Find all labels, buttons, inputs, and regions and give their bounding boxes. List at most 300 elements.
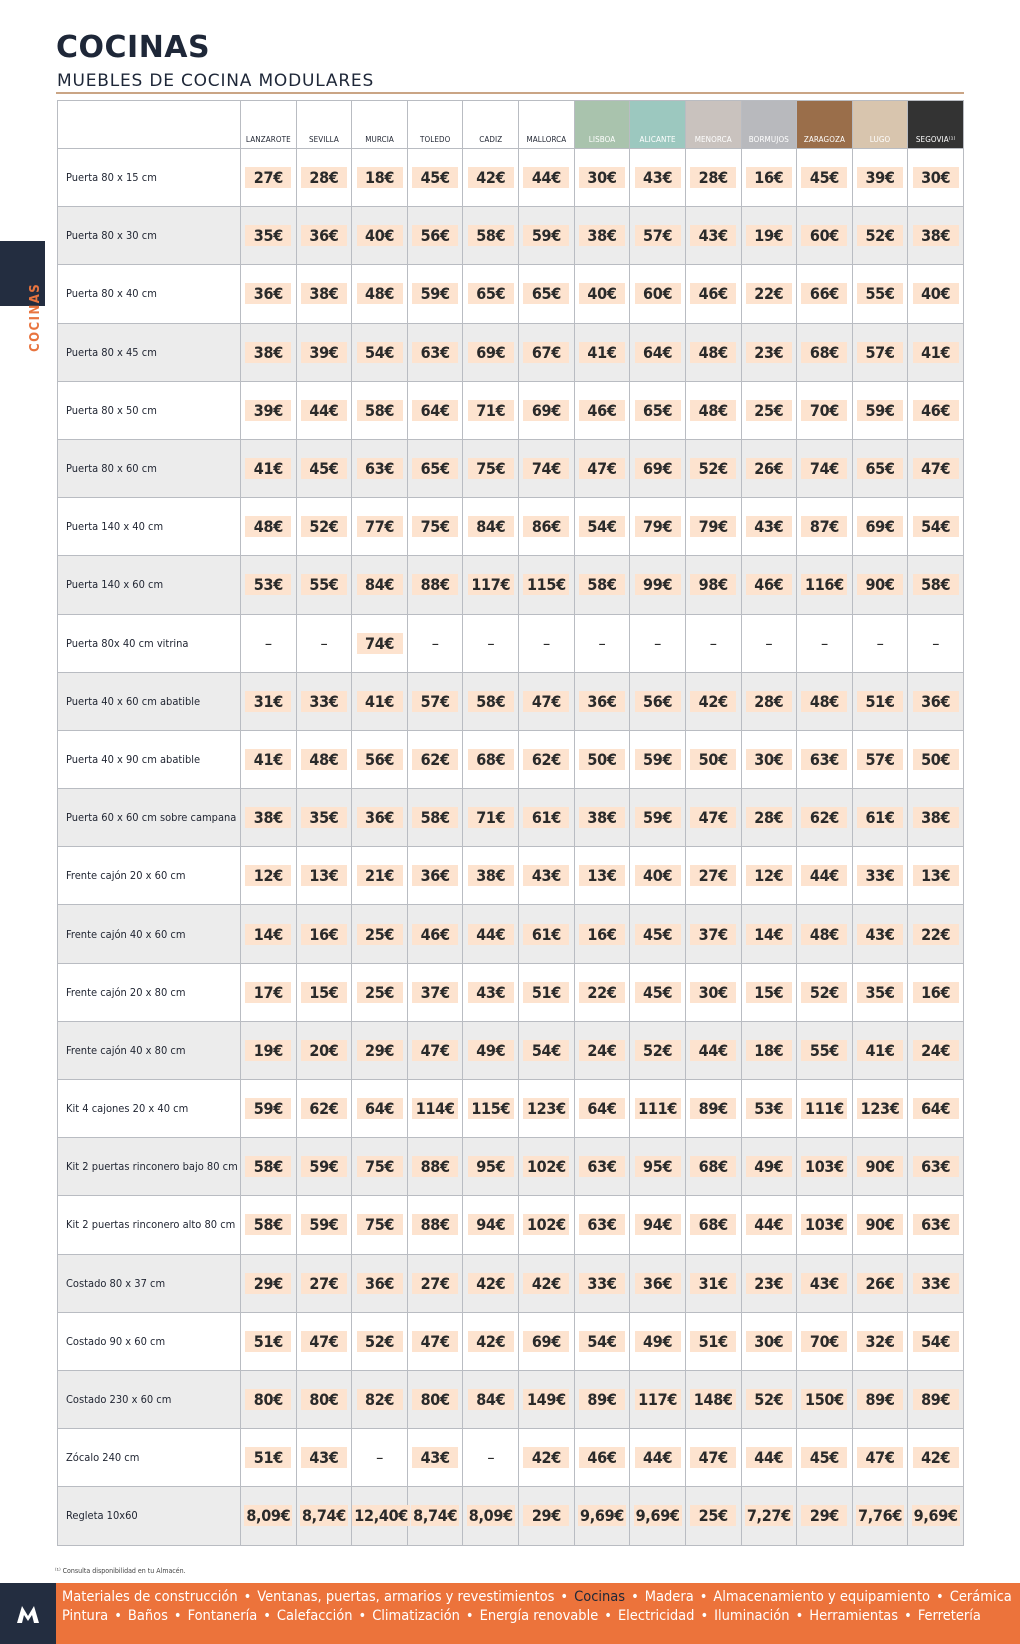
price-value: 29€: [523, 1505, 569, 1526]
price-cell: [741, 498, 797, 556]
price-value: 52€: [635, 1040, 681, 1061]
price-cell: [352, 1080, 408, 1138]
price-value: 94€: [635, 1214, 681, 1235]
price-cell: [574, 1312, 630, 1370]
price-cell: [574, 789, 630, 847]
table-row: [58, 1196, 964, 1254]
footer-link-pintura[interactable]: Pintura: [62, 1608, 109, 1624]
price-value: 99€: [635, 574, 681, 595]
price-cell: [741, 556, 797, 614]
price-value: –: [932, 633, 940, 653]
price-value: 47€: [412, 1331, 458, 1352]
price-value: 44€: [635, 1447, 681, 1468]
footer-link-iluminacion[interactable]: Iluminación: [714, 1608, 790, 1624]
table-header-corner: [58, 101, 241, 149]
price-cell: [630, 323, 686, 381]
price-value: 8,09€: [468, 1506, 513, 1526]
price-value: 12€: [746, 865, 792, 886]
price-cell: [630, 1312, 686, 1370]
price-value: 28€: [301, 167, 347, 188]
footer-link-ferreteria[interactable]: Ferretería: [917, 1608, 981, 1624]
price-value: 45€: [635, 982, 681, 1003]
footer-link-ventanas-puertas-armarios-y-revestimientos[interactable]: Ventanas, puertas, armarios y revestimientos: [257, 1589, 555, 1605]
price-value: 61€: [523, 924, 569, 945]
price-cell: [797, 963, 853, 1021]
price-value: 49€: [635, 1331, 681, 1352]
price-cell: [685, 1429, 741, 1487]
price-cell: [296, 323, 352, 381]
price-cell: [797, 323, 853, 381]
price-cell: [741, 614, 797, 672]
price-cell: [908, 789, 964, 847]
price-value: 74€: [357, 633, 403, 654]
price-cell: [519, 439, 575, 497]
price-value: 53€: [245, 574, 291, 595]
price-value: 95€: [635, 1156, 681, 1177]
row-label: Puerta 80 x 40 cm: [58, 265, 241, 323]
price-cell: [852, 1312, 908, 1370]
price-cell: [241, 672, 297, 730]
price-value: 54€: [913, 1331, 959, 1352]
price-cell: [685, 963, 741, 1021]
price-value: 57€: [857, 749, 903, 770]
footer-link-herramientas[interactable]: Herramientas: [809, 1608, 899, 1624]
price-cell: [908, 149, 964, 207]
price-cell: [241, 323, 297, 381]
footer-link-ceramica[interactable]: Cerámica: [949, 1589, 1012, 1605]
price-cell: [908, 1080, 964, 1138]
price-cell: [685, 1080, 741, 1138]
price-value: 123€: [523, 1098, 569, 1119]
price-cell: [519, 847, 575, 905]
price-cell: [241, 963, 297, 1021]
price-cell: [241, 1370, 297, 1428]
price-cell: [685, 498, 741, 556]
price-value: 63€: [801, 749, 847, 770]
price-value: 70€: [801, 1331, 847, 1352]
price-value: 47€: [301, 1331, 347, 1352]
price-cell: [908, 1196, 964, 1254]
price-cell: [574, 905, 630, 963]
table-row: [58, 556, 964, 614]
price-value: 88€: [412, 574, 458, 595]
price-cell: [574, 207, 630, 265]
price-cell: [574, 1487, 630, 1545]
price-cell: [852, 614, 908, 672]
column-header-menorca: MENORCA: [685, 101, 741, 149]
price-cell: [908, 730, 964, 788]
price-value: 42€: [468, 167, 514, 188]
price-value: 36€: [245, 283, 291, 304]
footer-link-cocinas[interactable]: Cocinas: [574, 1589, 626, 1605]
price-value: 55€: [801, 1040, 847, 1061]
price-value: 43€: [301, 1447, 347, 1468]
price-cell: [352, 1254, 408, 1312]
price-value: 102€: [523, 1156, 569, 1177]
price-value: 68€: [801, 342, 847, 363]
price-value: 58€: [245, 1156, 291, 1177]
price-value: 71€: [468, 807, 514, 828]
price-cell: [519, 963, 575, 1021]
row-label: Kit 2 puertas rinconero bajo 80 cm: [58, 1138, 241, 1196]
price-cell: [574, 1138, 630, 1196]
price-cell: [852, 1138, 908, 1196]
price-cell: [463, 1254, 519, 1312]
price-value: 47€: [579, 458, 625, 479]
footer-link-madera[interactable]: Madera: [644, 1589, 694, 1605]
price-cell: [519, 614, 575, 672]
price-value: –: [376, 1448, 384, 1468]
row-label: Puerta 60 x 60 cm sobre campana: [58, 789, 241, 847]
price-cell: [352, 1021, 408, 1079]
price-cell: [519, 905, 575, 963]
footer-links-line-1: [62, 1588, 1012, 1607]
price-value: 16€: [746, 167, 792, 188]
price-value: 57€: [635, 225, 681, 246]
price-value: 15€: [746, 982, 792, 1003]
price-cell: [463, 1312, 519, 1370]
price-cell: [407, 730, 463, 788]
price-cell: [574, 556, 630, 614]
column-header-alicante: ALICANTE: [630, 101, 686, 149]
footer-link-materiales-de-construccion[interactable]: Materiales de construcción: [62, 1589, 238, 1605]
price-value: 55€: [857, 283, 903, 304]
price-value: 28€: [690, 167, 736, 188]
footer-link-almacenamiento-y-equipamiento[interactable]: Almacenamiento y equipamiento: [713, 1589, 931, 1605]
price-value: 51€: [523, 982, 569, 1003]
price-value: 71€: [468, 400, 514, 421]
price-value: 84€: [468, 1389, 514, 1410]
m-logo-icon[interactable]: [0, 1583, 56, 1644]
price-cell: [741, 1487, 797, 1545]
price-value: 111€: [635, 1098, 681, 1119]
price-value: 33€: [579, 1273, 625, 1294]
price-cell: [741, 265, 797, 323]
price-cell: [352, 1487, 408, 1545]
price-value: 80€: [301, 1389, 347, 1410]
row-label: Costado 80 x 37 cm: [58, 1254, 241, 1312]
price-value: 36€: [913, 691, 959, 712]
price-value: 29€: [245, 1273, 291, 1294]
price-value: 44€: [523, 167, 569, 188]
price-value: 25€: [357, 924, 403, 945]
price-value: 43€: [801, 1273, 847, 1294]
price-value: 54€: [579, 1331, 625, 1352]
price-cell: [241, 1021, 297, 1079]
price-value: 63€: [357, 458, 403, 479]
price-cell: [741, 323, 797, 381]
price-value: –: [487, 1448, 495, 1468]
price-cell: [463, 1021, 519, 1079]
price-value: 18€: [357, 167, 403, 188]
price-value: 59€: [301, 1156, 347, 1177]
price-cell: [519, 1021, 575, 1079]
price-value: 44€: [801, 865, 847, 886]
price-cell: [407, 672, 463, 730]
column-header-zaragoza: ZARAGOZA: [797, 101, 853, 149]
price-cell: [797, 265, 853, 323]
price-value: 38€: [301, 283, 347, 304]
title-divider: [56, 92, 964, 94]
footer-separator: •: [604, 1608, 612, 1624]
price-value: 41€: [579, 342, 625, 363]
page-subtitle: MUEBLES DE COCINA MODULARES: [57, 71, 375, 91]
price-cell: [908, 381, 964, 439]
price-cell: [463, 381, 519, 439]
price-value: 38€: [245, 342, 291, 363]
row-label: Puerta 80 x 45 cm: [58, 323, 241, 381]
price-value: 58€: [357, 400, 403, 421]
price-value: 46€: [746, 574, 792, 595]
price-value: 50€: [913, 749, 959, 770]
price-value: 32€: [857, 1331, 903, 1352]
price-value: 58€: [245, 1214, 291, 1235]
price-cell: [685, 207, 741, 265]
price-value: 89€: [690, 1098, 736, 1119]
price-cell: [574, 730, 630, 788]
price-cell: [685, 1138, 741, 1196]
price-cell: [685, 847, 741, 905]
price-value: 56€: [357, 749, 403, 770]
price-cell: [296, 498, 352, 556]
price-value: 117€: [635, 1389, 681, 1410]
price-value: 41€: [913, 342, 959, 363]
price-cell: [741, 847, 797, 905]
footer-link-climatizacion[interactable]: Climatización: [372, 1608, 460, 1624]
column-header-segovia: SEGOVIA⁽¹⁾: [908, 101, 964, 149]
price-value: 90€: [857, 1214, 903, 1235]
price-value: –: [820, 633, 828, 653]
column-header-cadiz: CADIZ: [463, 101, 519, 149]
price-cell: [463, 730, 519, 788]
price-cell: [296, 672, 352, 730]
price-cell: [241, 381, 297, 439]
price-value: 25€: [690, 1505, 736, 1526]
price-value: 42€: [690, 691, 736, 712]
price-value: 58€: [579, 574, 625, 595]
footer-link-banos[interactable]: Baños: [127, 1608, 168, 1624]
price-cell: [685, 1487, 741, 1545]
price-value: 30€: [746, 749, 792, 770]
price-cell: [908, 323, 964, 381]
price-cell: [296, 789, 352, 847]
price-value: 48€: [690, 400, 736, 421]
price-value: 35€: [245, 225, 291, 246]
price-value: 13€: [301, 865, 347, 886]
table-header-row: [58, 101, 964, 149]
price-cell: [797, 905, 853, 963]
price-value: 80€: [412, 1389, 458, 1410]
footer-link-electricidad[interactable]: Electricidad: [617, 1608, 695, 1624]
price-cell: [685, 1312, 741, 1370]
price-cell: [741, 207, 797, 265]
price-value: 102€: [523, 1214, 569, 1235]
price-cell: [574, 1370, 630, 1428]
table-row: [58, 1138, 964, 1196]
price-value: 45€: [412, 167, 458, 188]
price-value: 36€: [579, 691, 625, 712]
price-value: 22€: [579, 982, 625, 1003]
price-value: 30€: [913, 167, 959, 188]
price-cell: [908, 439, 964, 497]
price-value: –: [709, 633, 717, 653]
price-cell: [463, 614, 519, 672]
price-value: 27€: [412, 1273, 458, 1294]
price-value: 28€: [746, 807, 792, 828]
price-cell: [630, 556, 686, 614]
price-cell: [908, 1370, 964, 1428]
price-cell: [519, 1138, 575, 1196]
price-cell: [797, 1429, 853, 1487]
footnote: ⁽¹⁾ Consulta disponibilidad en tu Almacén.: [55, 1567, 186, 1575]
price-value: 40€: [357, 225, 403, 246]
price-value: 52€: [801, 982, 847, 1003]
price-value: 84€: [357, 574, 403, 595]
table-row: [58, 1487, 964, 1545]
price-cell: [574, 963, 630, 1021]
price-value: 23€: [746, 1273, 792, 1294]
price-value: 16€: [301, 924, 347, 945]
price-value: 69€: [523, 400, 569, 421]
price-value: 56€: [412, 225, 458, 246]
price-value: 64€: [412, 400, 458, 421]
price-cell: [519, 1429, 575, 1487]
table-row: [58, 149, 964, 207]
price-cell: [630, 672, 686, 730]
price-value: 60€: [801, 225, 847, 246]
price-cell: [574, 265, 630, 323]
table-row: [58, 1021, 964, 1079]
price-value: 44€: [690, 1040, 736, 1061]
price-value: 21€: [357, 865, 403, 886]
price-cell: [685, 1196, 741, 1254]
price-value: 47€: [523, 691, 569, 712]
price-value: 25€: [746, 400, 792, 421]
price-cell: [352, 381, 408, 439]
price-value: 59€: [523, 225, 569, 246]
table-row: [58, 1254, 964, 1312]
price-cell: [463, 439, 519, 497]
price-value: 43€: [635, 167, 681, 188]
price-value: 37€: [412, 982, 458, 1003]
price-cell: [352, 556, 408, 614]
price-value: –: [765, 633, 773, 653]
price-value: 54€: [913, 516, 959, 537]
price-value: –: [542, 633, 550, 653]
price-cell: [407, 789, 463, 847]
price-cell: [296, 1254, 352, 1312]
price-cell: [463, 672, 519, 730]
price-value: 62€: [412, 749, 458, 770]
price-cell: [852, 439, 908, 497]
footer-link-fontaneria[interactable]: Fontanería: [187, 1608, 258, 1624]
price-value: 47€: [412, 1040, 458, 1061]
price-value: 26€: [857, 1273, 903, 1294]
price-cell: [685, 730, 741, 788]
price-cell: [241, 1138, 297, 1196]
price-value: 82€: [357, 1389, 403, 1410]
price-value: 36€: [412, 865, 458, 886]
price-cell: [519, 265, 575, 323]
price-value: 63€: [579, 1214, 625, 1235]
price-value: 60€: [635, 283, 681, 304]
price-cell: [352, 963, 408, 1021]
price-cell: [852, 730, 908, 788]
price-cell: [685, 439, 741, 497]
footer-separator: •: [631, 1589, 639, 1605]
price-cell: [685, 1370, 741, 1428]
price-cell: [463, 1080, 519, 1138]
row-label: Regleta 10x60: [58, 1487, 241, 1545]
price-cell: [463, 847, 519, 905]
price-value: 62€: [523, 749, 569, 770]
price-cell: [908, 556, 964, 614]
price-value: 150€: [801, 1389, 847, 1410]
price-cell: [630, 498, 686, 556]
footer-link-energia-renovable[interactable]: Energía renovable: [479, 1608, 599, 1624]
price-cell: [407, 1312, 463, 1370]
price-value: 23€: [746, 342, 792, 363]
price-value: 33€: [857, 865, 903, 886]
price-cell: [519, 556, 575, 614]
price-value: 63€: [913, 1214, 959, 1235]
price-cell: [852, 1370, 908, 1428]
price-value: 42€: [523, 1273, 569, 1294]
price-cell: [685, 381, 741, 439]
price-value: 26€: [746, 458, 792, 479]
price-value: 74€: [523, 458, 569, 479]
price-value: 79€: [635, 516, 681, 537]
price-value: 56€: [635, 691, 681, 712]
price-cell: [407, 556, 463, 614]
price-cell: [241, 265, 297, 323]
price-value: 51€: [690, 1331, 736, 1352]
price-value: 68€: [468, 749, 514, 770]
price-value: 52€: [357, 1331, 403, 1352]
price-value: 43€: [523, 865, 569, 886]
price-cell: [296, 207, 352, 265]
row-label: Puerta 140 x 40 cm: [58, 498, 241, 556]
footer-separator: •: [904, 1608, 912, 1624]
price-value: 46€: [579, 400, 625, 421]
column-header-mallorca: MALLORCA: [519, 101, 575, 149]
price-value: 25€: [357, 982, 403, 1003]
price-cell: [852, 381, 908, 439]
price-cell: [519, 730, 575, 788]
price-value: 14€: [245, 924, 291, 945]
price-value: 88€: [412, 1156, 458, 1177]
price-value: –: [876, 633, 884, 653]
price-cell: [241, 439, 297, 497]
footer-link-calefaccion[interactable]: Calefacción: [276, 1608, 353, 1624]
price-value: 49€: [468, 1040, 514, 1061]
row-label: Puerta 40 x 90 cm abatible: [58, 730, 241, 788]
price-cell: [685, 149, 741, 207]
price-cell: [463, 323, 519, 381]
price-value: 43€: [690, 225, 736, 246]
price-cell: [463, 1487, 519, 1545]
price-cell: [741, 1080, 797, 1138]
price-cell: [352, 847, 408, 905]
price-value: 41€: [245, 749, 291, 770]
table-row: [58, 963, 964, 1021]
price-cell: [407, 1196, 463, 1254]
price-cell: [463, 207, 519, 265]
price-cell: [685, 614, 741, 672]
price-value: 64€: [913, 1098, 959, 1119]
price-value: 16€: [913, 982, 959, 1003]
price-cell: [407, 905, 463, 963]
